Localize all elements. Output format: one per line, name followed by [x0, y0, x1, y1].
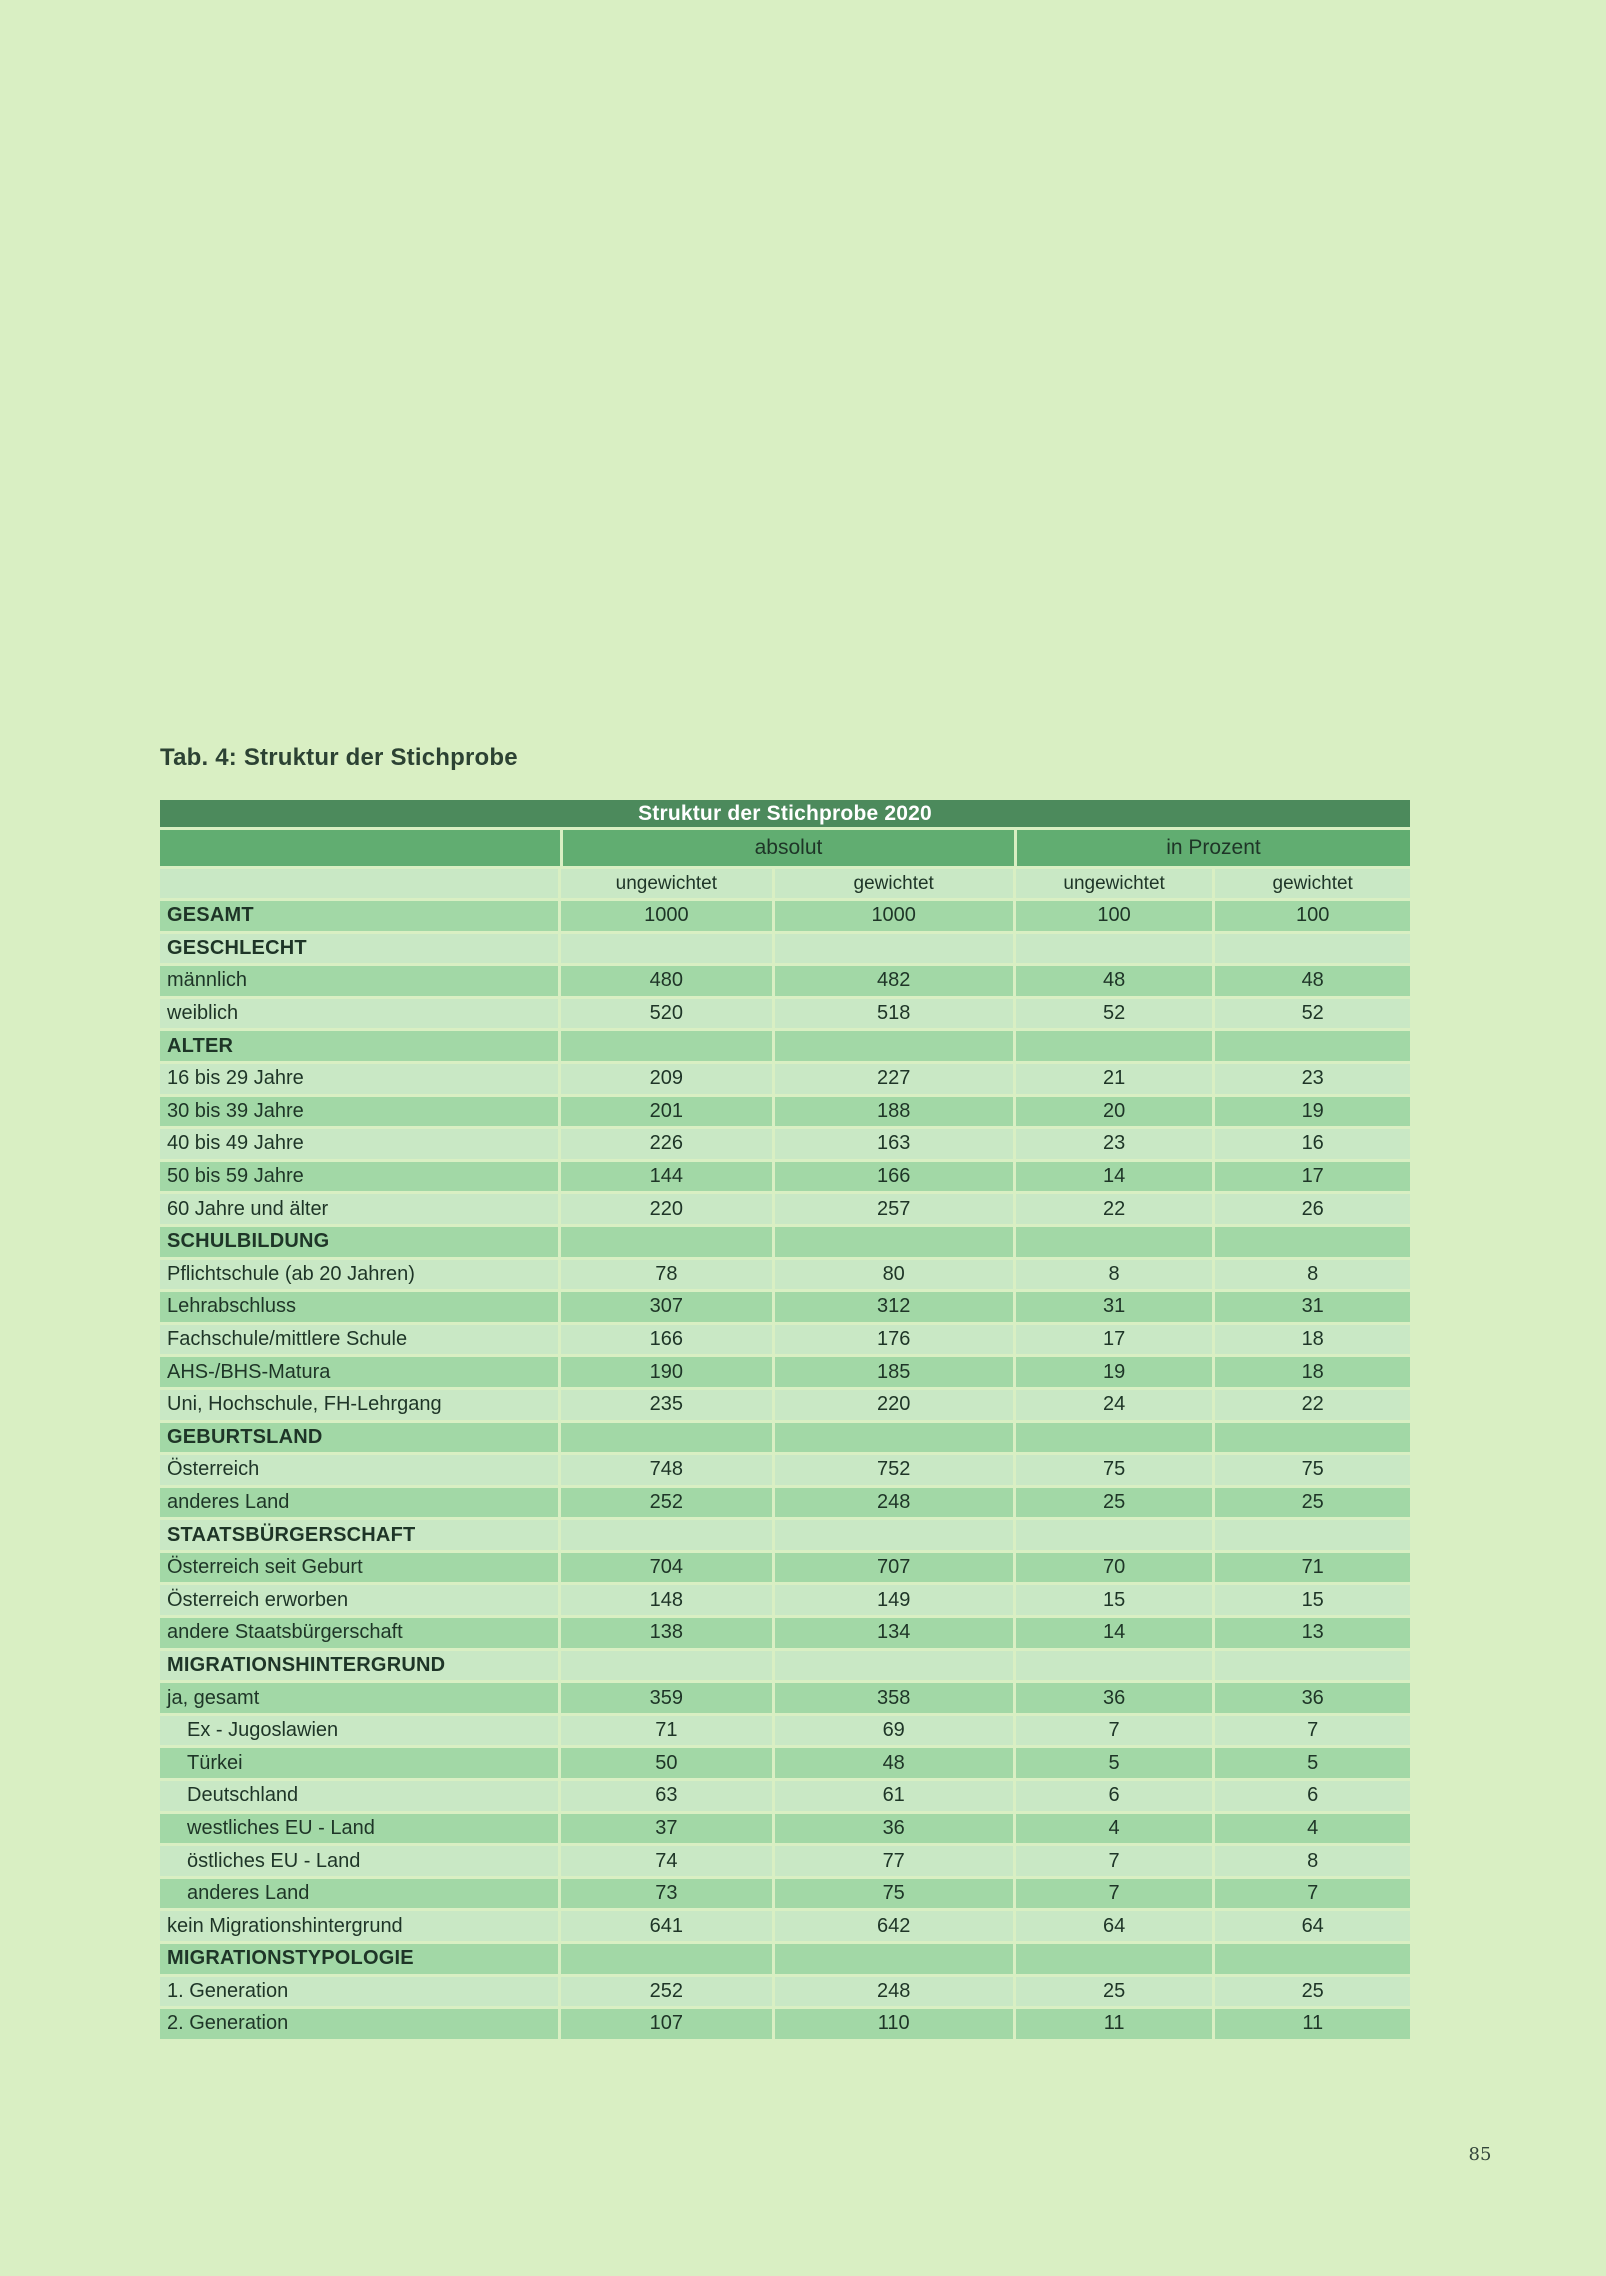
- row-value: 312: [775, 1292, 1013, 1322]
- row-value: 641: [561, 1911, 771, 1941]
- row-value: 176: [775, 1325, 1013, 1355]
- row-value: 6: [1215, 1781, 1410, 1811]
- table-row: [160, 1748, 1410, 1778]
- sample-structure-table: [160, 800, 1410, 2039]
- group-header-absolut: absolut: [563, 830, 1014, 866]
- row-value: 248: [775, 1488, 1013, 1518]
- row-value: 17: [1016, 1325, 1213, 1355]
- row-value: 15: [1215, 1585, 1410, 1615]
- row-value: 21: [1016, 1064, 1213, 1094]
- table-row: [160, 1097, 1410, 1127]
- row-value: 518: [775, 999, 1013, 1029]
- row-value: [1215, 1651, 1410, 1681]
- table-row: [160, 1553, 1410, 1583]
- row-value: [1215, 1944, 1410, 1974]
- row-label: 50 bis 59 Jahre: [160, 1162, 558, 1192]
- row-value: 31: [1016, 1292, 1213, 1322]
- row-value: 149: [775, 1585, 1013, 1615]
- row-value: 138: [561, 1618, 771, 1648]
- row-label: Ex - Jugoslawien: [160, 1716, 558, 1746]
- table-row: [160, 2009, 1410, 2039]
- row-value: 520: [561, 999, 771, 1029]
- table-row: [160, 1911, 1410, 1941]
- column-header-gewichtet-pct: gewichtet: [1215, 869, 1410, 898]
- row-value: 23: [1016, 1129, 1213, 1159]
- row-value: [1016, 1944, 1213, 1974]
- row-value: 185: [775, 1357, 1013, 1387]
- row-label: Deutschland: [160, 1781, 558, 1811]
- column-header-ungewichtet-abs: ungewichtet: [561, 869, 771, 898]
- row-value: 209: [561, 1064, 771, 1094]
- row-label: MIGRATIONSTYPOLOGIE: [160, 1944, 558, 1974]
- row-value: 36: [775, 1814, 1013, 1844]
- row-value: 80: [775, 1260, 1013, 1290]
- row-value: [561, 1944, 771, 1974]
- row-value: 100: [1215, 901, 1410, 931]
- row-value: 248: [775, 1977, 1013, 2007]
- row-label: Österreich seit Geburt: [160, 1553, 558, 1583]
- row-label: Türkei: [160, 1748, 558, 1778]
- row-label: anderes Land: [160, 1488, 558, 1518]
- row-value: [561, 1520, 771, 1550]
- row-value: 11: [1016, 2009, 1213, 2039]
- row-value: 148: [561, 1585, 771, 1615]
- row-value: 71: [1215, 1553, 1410, 1583]
- row-label: GESAMT: [160, 901, 558, 931]
- table-column-header-row: [160, 869, 1410, 898]
- row-value: 26: [1215, 1194, 1410, 1224]
- table-row: [160, 1162, 1410, 1192]
- row-value: 252: [561, 1977, 771, 2007]
- row-value: 75: [1016, 1455, 1213, 1485]
- row-value: 8: [1215, 1846, 1410, 1876]
- row-label: 60 Jahre und älter: [160, 1194, 558, 1224]
- table-row: [160, 966, 1410, 996]
- row-value: [775, 1227, 1013, 1257]
- row-value: 220: [561, 1194, 771, 1224]
- table-row: [160, 1944, 1410, 1974]
- row-value: [1016, 1423, 1213, 1453]
- row-value: [561, 1227, 771, 1257]
- row-value: 252: [561, 1488, 771, 1518]
- row-value: 235: [561, 1390, 771, 1420]
- row-value: 5: [1215, 1748, 1410, 1778]
- table-row: [160, 1423, 1410, 1453]
- table-row: [160, 1716, 1410, 1746]
- table-caption: Tab. 4: Struktur der Stichprobe: [160, 744, 518, 771]
- group-header-prozent: in Prozent: [1017, 830, 1410, 866]
- row-value: 23: [1215, 1064, 1410, 1094]
- row-label: 40 bis 49 Jahre: [160, 1129, 558, 1159]
- row-value: 227: [775, 1064, 1013, 1094]
- table-row: [160, 1683, 1410, 1713]
- row-value: 4: [1016, 1814, 1213, 1844]
- table-row: [160, 934, 1410, 964]
- table-row: [160, 1129, 1410, 1159]
- table-row: [160, 1977, 1410, 2007]
- row-value: 31: [1215, 1292, 1410, 1322]
- row-value: [1016, 1031, 1213, 1061]
- group-header-spacer: [160, 830, 560, 866]
- table-body: [160, 901, 1410, 2039]
- row-value: 188: [775, 1097, 1013, 1127]
- row-label: MIGRATIONSHINTERGRUND: [160, 1651, 558, 1681]
- row-value: [561, 934, 771, 964]
- row-value: 5: [1016, 1748, 1213, 1778]
- table-row: [160, 1585, 1410, 1615]
- row-value: 73: [561, 1879, 771, 1909]
- row-value: 36: [1215, 1683, 1410, 1713]
- table-title-row: [160, 800, 1410, 827]
- table-row: [160, 1260, 1410, 1290]
- row-value: [1016, 1227, 1213, 1257]
- row-value: 78: [561, 1260, 771, 1290]
- row-value: 359: [561, 1683, 771, 1713]
- row-value: 24: [1016, 1390, 1213, 1420]
- row-label: andere Staatsbürgerschaft: [160, 1618, 558, 1648]
- row-value: 100: [1016, 901, 1213, 931]
- row-value: 220: [775, 1390, 1013, 1420]
- row-value: 480: [561, 966, 771, 996]
- table-row: [160, 1390, 1410, 1420]
- row-value: [561, 1031, 771, 1061]
- row-label: Österreich erworben: [160, 1585, 558, 1615]
- row-value: 20: [1016, 1097, 1213, 1127]
- table-row: [160, 1781, 1410, 1811]
- row-value: [775, 1520, 1013, 1550]
- row-value: 7: [1215, 1716, 1410, 1746]
- row-value: 64: [1016, 1911, 1213, 1941]
- row-value: 25: [1016, 1977, 1213, 2007]
- row-value: 14: [1016, 1618, 1213, 1648]
- row-value: 482: [775, 966, 1013, 996]
- row-value: 52: [1016, 999, 1213, 1029]
- row-value: 52: [1215, 999, 1410, 1029]
- row-label: ALTER: [160, 1031, 558, 1061]
- row-value: 642: [775, 1911, 1013, 1941]
- row-value: 13: [1215, 1618, 1410, 1648]
- row-value: 25: [1016, 1488, 1213, 1518]
- row-value: 77: [775, 1846, 1013, 1876]
- row-value: 36: [1016, 1683, 1213, 1713]
- row-value: 4: [1215, 1814, 1410, 1844]
- table-row: [160, 1064, 1410, 1094]
- table-row: [160, 1814, 1410, 1844]
- row-value: [561, 1423, 771, 1453]
- row-value: 14: [1016, 1162, 1213, 1192]
- row-label: weiblich: [160, 999, 558, 1029]
- row-label: Uni, Hochschule, FH-Lehrgang: [160, 1390, 558, 1420]
- row-value: 18: [1215, 1357, 1410, 1387]
- row-value: [1016, 934, 1213, 964]
- table-title: Struktur der Stichprobe 2020: [638, 801, 932, 825]
- row-value: 74: [561, 1846, 771, 1876]
- page-number: 85: [1468, 2144, 1492, 2165]
- row-value: 163: [775, 1129, 1013, 1159]
- row-value: 134: [775, 1618, 1013, 1648]
- row-value: 15: [1016, 1585, 1213, 1615]
- table-row: [160, 1292, 1410, 1322]
- row-value: 190: [561, 1357, 771, 1387]
- row-label: 16 bis 29 Jahre: [160, 1064, 558, 1094]
- table-row: [160, 999, 1410, 1029]
- row-value: 70: [1016, 1553, 1213, 1583]
- row-value: 257: [775, 1194, 1013, 1224]
- row-value: 69: [775, 1716, 1013, 1746]
- row-value: [775, 1423, 1013, 1453]
- row-value: 707: [775, 1553, 1013, 1583]
- row-value: [1215, 934, 1410, 964]
- row-value: [775, 934, 1013, 964]
- row-value: 22: [1016, 1194, 1213, 1224]
- row-label: GEBURTSLAND: [160, 1423, 558, 1453]
- table-row: [160, 1194, 1410, 1224]
- row-value: 110: [775, 2009, 1013, 2039]
- row-value: 8: [1215, 1260, 1410, 1290]
- table-row: [160, 1488, 1410, 1518]
- row-value: [775, 1031, 1013, 1061]
- row-value: 48: [1016, 966, 1213, 996]
- row-value: 166: [775, 1162, 1013, 1192]
- row-value: [775, 1651, 1013, 1681]
- row-label: ja, gesamt: [160, 1683, 558, 1713]
- row-value: 22: [1215, 1390, 1410, 1420]
- row-label: STAATSBÜRGERSCHAFT: [160, 1520, 558, 1550]
- row-value: 307: [561, 1292, 771, 1322]
- table-row: [160, 901, 1410, 931]
- row-value: 64: [1215, 1911, 1410, 1941]
- row-value: [775, 1944, 1013, 1974]
- row-value: 25: [1215, 1488, 1410, 1518]
- row-label: 2. Generation: [160, 2009, 558, 2039]
- row-label: 1. Generation: [160, 1977, 558, 2007]
- row-value: 50: [561, 1748, 771, 1778]
- table-group-header-row: [160, 830, 1410, 866]
- row-value: 752: [775, 1455, 1013, 1485]
- row-value: [1215, 1520, 1410, 1550]
- row-label: Fachschule/mittlere Schule: [160, 1325, 558, 1355]
- row-value: 61: [775, 1781, 1013, 1811]
- row-label: männlich: [160, 966, 558, 996]
- row-value: [1215, 1423, 1410, 1453]
- table-row: [160, 1325, 1410, 1355]
- table-row: [160, 1618, 1410, 1648]
- table-row: [160, 1520, 1410, 1550]
- row-value: [561, 1651, 771, 1681]
- row-value: 6: [1016, 1781, 1213, 1811]
- table-row: [160, 1455, 1410, 1485]
- row-value: 19: [1215, 1097, 1410, 1127]
- row-label: AHS-/BHS-Matura: [160, 1357, 558, 1387]
- row-value: 7: [1215, 1879, 1410, 1909]
- row-label: Pflichtschule (ab 20 Jahren): [160, 1260, 558, 1290]
- row-label: anderes Land: [160, 1879, 558, 1909]
- row-value: 1000: [775, 901, 1013, 931]
- row-value: 25: [1215, 1977, 1410, 2007]
- row-value: 8: [1016, 1260, 1213, 1290]
- table-row: [160, 1227, 1410, 1257]
- row-value: 166: [561, 1325, 771, 1355]
- table-row: [160, 1879, 1410, 1909]
- row-label: kein Migrationshintergrund: [160, 1911, 558, 1941]
- column-header-ungewichtet-pct: ungewichtet: [1016, 869, 1213, 898]
- table-row: [160, 1651, 1410, 1681]
- row-value: 75: [775, 1879, 1013, 1909]
- row-value: 704: [561, 1553, 771, 1583]
- row-value: 16: [1215, 1129, 1410, 1159]
- row-value: [1016, 1651, 1213, 1681]
- table-row: [160, 1846, 1410, 1876]
- row-value: 7: [1016, 1846, 1213, 1876]
- row-value: 7: [1016, 1879, 1213, 1909]
- row-value: 107: [561, 2009, 771, 2039]
- row-value: 48: [775, 1748, 1013, 1778]
- row-value: 17: [1215, 1162, 1410, 1192]
- row-label: Österreich: [160, 1455, 558, 1485]
- row-label: 30 bis 39 Jahre: [160, 1097, 558, 1127]
- row-value: 1000: [561, 901, 771, 931]
- row-value: [1215, 1031, 1410, 1061]
- row-label: westliches EU - Land: [160, 1814, 558, 1844]
- table-row: [160, 1357, 1410, 1387]
- row-value: 48: [1215, 966, 1410, 996]
- row-value: [1215, 1227, 1410, 1257]
- row-value: 226: [561, 1129, 771, 1159]
- row-label: GESCHLECHT: [160, 934, 558, 964]
- row-label: SCHULBILDUNG: [160, 1227, 558, 1257]
- row-value: 7: [1016, 1716, 1213, 1746]
- row-value: 75: [1215, 1455, 1410, 1485]
- row-value: 71: [561, 1716, 771, 1746]
- row-value: 748: [561, 1455, 771, 1485]
- row-value: 201: [561, 1097, 771, 1127]
- row-value: 11: [1215, 2009, 1410, 2039]
- column-header-gewichtet-abs: gewichtet: [775, 869, 1013, 898]
- row-value: 19: [1016, 1357, 1213, 1387]
- row-value: [1016, 1520, 1213, 1550]
- row-label: Lehrabschluss: [160, 1292, 558, 1322]
- row-value: 358: [775, 1683, 1013, 1713]
- column-header-spacer: [160, 869, 558, 898]
- row-value: 37: [561, 1814, 771, 1844]
- table-row: [160, 1031, 1410, 1061]
- row-value: 18: [1215, 1325, 1410, 1355]
- row-value: 63: [561, 1781, 771, 1811]
- row-value: 144: [561, 1162, 771, 1192]
- row-label: östliches EU - Land: [160, 1846, 558, 1876]
